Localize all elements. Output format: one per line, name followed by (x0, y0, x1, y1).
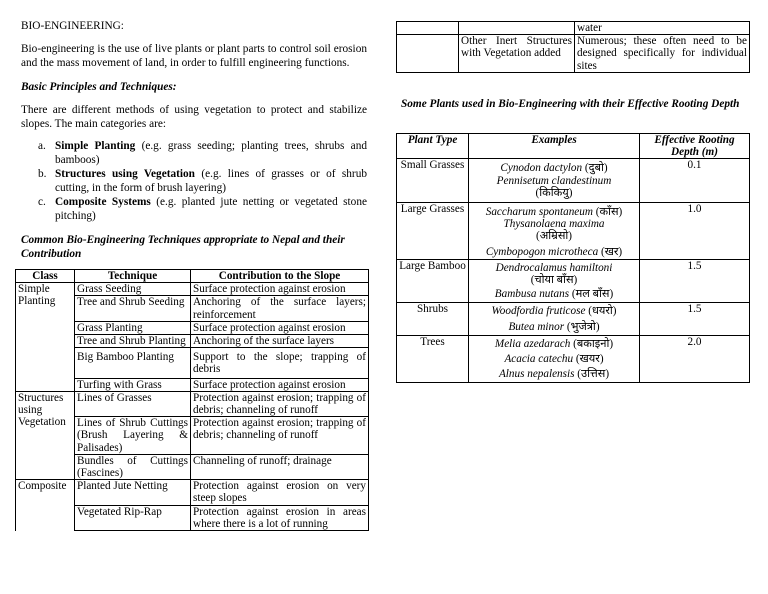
table-row: Bambusa nutans (मल बाँस) (397, 286, 750, 303)
table-row: Grass Planting Surface protection against erosion (16, 321, 369, 334)
table-row: Composite Planted Jute Netting Protection against erosion on very steep slopes (16, 480, 369, 505)
depth-cell: 0.1 (640, 159, 750, 203)
principles-heading: Basic Principles and Techniques: (21, 81, 177, 93)
class-cell: Simple Planting (16, 283, 75, 392)
table-row: Pennisetum clandestinum (किकियु) (397, 175, 750, 203)
table-row: Large Grasses Saccharum spontaneum (काँस) 1.0 (397, 203, 750, 219)
table-row: Butea minor (भुजेत्रो) (397, 318, 750, 336)
table-row: Trees Melia azedarach (बकाइनो) 2.0 (397, 335, 750, 350)
principles-paragraph: There are different methods of using vegetation to protect and stabilize slopes. The main categories are: (21, 104, 367, 130)
column-header: Contribution to the Slope (191, 270, 369, 283)
plant-type-cell: Small Grasses (397, 159, 469, 203)
column-header: Examples (469, 134, 640, 159)
column-header: Class (16, 270, 75, 283)
left-column (18, 0, 367, 531)
table-row: Acacia catechu (खयर) (397, 350, 750, 365)
intro-paragraph: Bio-engineering is the use of live plants or plant parts to control soil erosion and the mass movement of land, in order to fulfill engineering functions. (21, 43, 367, 69)
table-row: Cymbopogon microtheca (खर) (397, 243, 750, 260)
table-row: Vegetated Rip-Rap Protection against erosion in areas where there is a lot of running (16, 505, 369, 530)
plant-type-cell: Trees (397, 335, 469, 383)
techniques-heading: Common Bio-Engineering Techniques appropriate to Nepal and their Contribution (21, 234, 345, 260)
depth-cell: 1.5 (640, 259, 750, 303)
class-cell: Structures using Vegetation (16, 391, 75, 479)
class-cell: Composite (16, 480, 75, 531)
table-row: Tree and Shrub Seeding Anchoring of the surface layers; reinforcement (16, 296, 369, 321)
techniques-table (15, 269, 369, 531)
plant-type-cell: Large Grasses (397, 203, 469, 260)
plants-heading: Some Plants used in Bio-Engineering with their Effective Rooting Depth (401, 98, 740, 110)
list-item: b. Structures using Vegetation (e.g. lines of grasses or of shrub cutting, in the form of brush layering) (38, 168, 367, 194)
depth-cell: 2.0 (640, 335, 750, 383)
table-row: Small Grasses Cynodon dactylon (दुबो) 0.1 (397, 159, 750, 175)
table-row: Other Inert Structures with Vegetation added Numerous; these often need to be designed specifically for individual sites (397, 35, 750, 73)
list-item: a. Simple Planting (e.g. grass seeding; planting trees, shrubs and bamboos) (38, 140, 367, 166)
plant-type-cell: Large Bamboo (397, 259, 469, 303)
depth-cell: 1.5 (640, 303, 750, 335)
list-item: c. Composite Systems (e.g. planted jute netting or vegetated stone pitching) (38, 196, 367, 222)
table-row: Structures using Vegetation Lines of Grasses Protection against erosion; trapping of debris; channeling of runoff (16, 391, 369, 416)
table-row: Tree and Shrub Planting Anchoring of the surface layers (16, 335, 369, 348)
section-title: BIO-ENGINEERING: (21, 20, 124, 32)
table-row: Simple Planting Grass Seeding Surface protection against erosion (16, 283, 369, 296)
plant-type-cell: Shrubs (397, 303, 469, 335)
column-header: Effective Rooting Depth (m) (640, 134, 750, 159)
table-row: Big Bamboo Planting Support to the slope; trapping of debris (16, 348, 369, 378)
table-row: Bundles of Cuttings (Fascines) Channeling of runoff; drainage (16, 454, 369, 479)
techniques-table-continued (396, 21, 750, 73)
table-row: Large Bamboo Dendrocalamus hamiltoni (चोया बाँस) 1.5 (397, 259, 750, 286)
table-row: Turfing with Grass Surface protection against erosion (16, 378, 369, 391)
table-row: Alnus nepalensis (उत्तिस) (397, 365, 750, 383)
categories-list (21, 139, 367, 223)
plants-table (396, 133, 750, 383)
table-row: Lines of Shrub Cuttings (Brush Layering & Palisades) Protection against erosion; trapping of debris; channeling of runoff (16, 417, 369, 455)
table-header-row (397, 134, 750, 159)
depth-cell: 1.0 (640, 203, 750, 260)
table-row: Thysanolaena maxima (अम्रिसो) (397, 218, 750, 242)
column-header: Technique (75, 270, 191, 283)
table-row: water (397, 22, 750, 35)
table-row: Shrubs Woodfordia fruticose (धयरो) 1.5 (397, 303, 750, 318)
table-header-row (16, 270, 369, 283)
column-header: Plant Type (397, 134, 469, 159)
